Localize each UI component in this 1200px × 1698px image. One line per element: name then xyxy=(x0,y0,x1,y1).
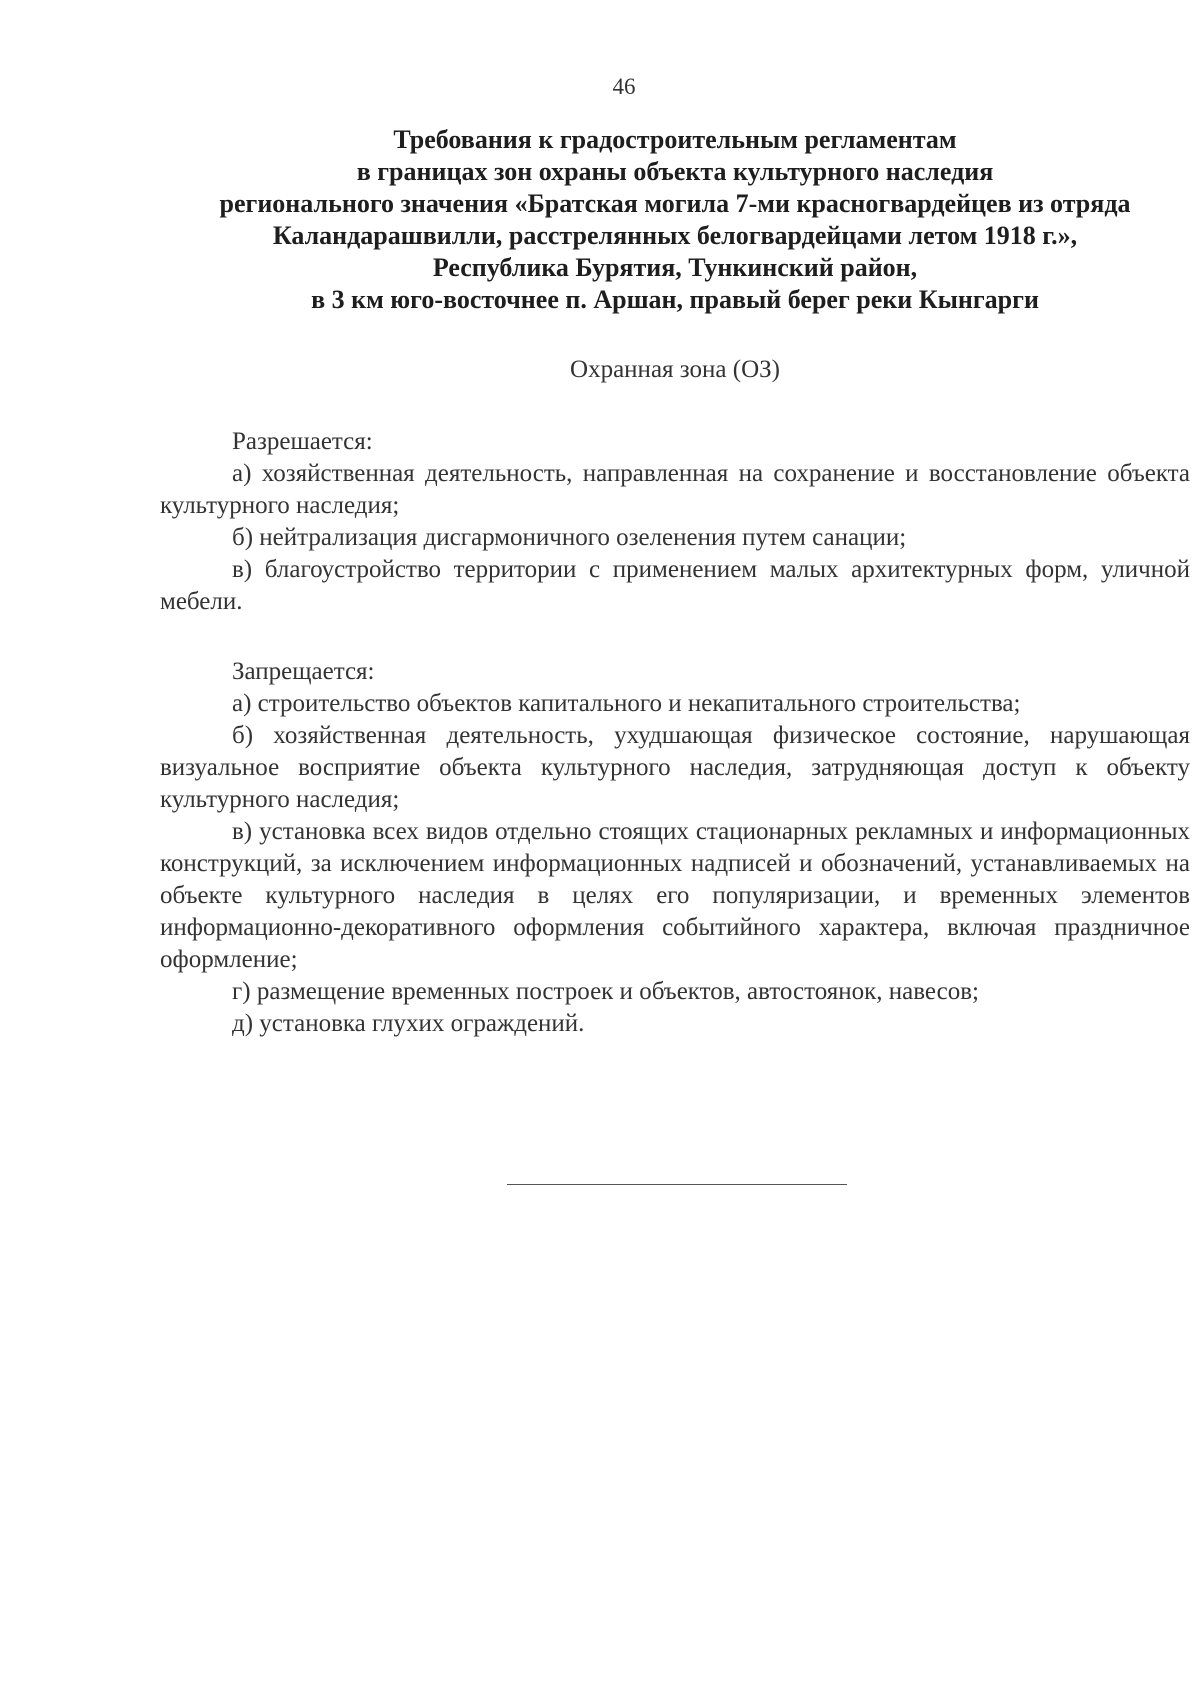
forbidden-item: б) хозяйственная деятельность, ухудшающая физическое состояние, нарушающая визуальное восприятие объекта культурного наследия, затрудняющая доступ к объекту культурного наследия; xyxy=(160,722,1190,813)
forbidden-item: г) размещение временных построек и объектов, автостоянок, навесов; xyxy=(232,978,979,1005)
title-line: Каландарашвилли, расстрелянных белогвардейцами летом 1918 г.», xyxy=(272,221,1078,250)
title-line: в границах зон охраны объекта культурного наследия xyxy=(356,157,994,186)
allowed-item: а) хозяйственная деятельность, направленная на сохранение и восстановление объекта культурного наследия; xyxy=(160,460,1190,519)
forbidden-label: Запрещается: xyxy=(232,658,375,685)
document-title xyxy=(160,124,1190,316)
title-line: в 3 км юго-восточнее п. Аршан, правый берег реки Кынгарги xyxy=(311,285,1039,314)
forbidden-section xyxy=(160,656,1190,1040)
forbidden-item: в) установка всех видов отдельно стоящих стационарных рекламных и информационных конструкций, за исключением информационных надписей и обозначений, устанавливаемых на объекте культурного наследия в целях его популяризации, и временных элементов информационно-декоративного оформления событийного характера, включая праздничное оформление; xyxy=(160,818,1190,973)
title-line: регионального значения «Братская могила 7-ми красногвардейцев из отряда xyxy=(219,189,1131,218)
allowed-label: Разрешается: xyxy=(232,428,373,455)
allowed-section xyxy=(160,426,1190,618)
allowed-item: б) нейтрализация дисгармоничного озеленения путем санации; xyxy=(232,524,907,551)
end-divider-line xyxy=(507,1184,847,1185)
forbidden-item: а) строительство объектов капитального и некапитального строительства; xyxy=(232,690,1021,717)
title-line: Республика Бурятия, Тункинский район, xyxy=(432,253,918,282)
title-line: Требования к градостроительным регламентам xyxy=(393,125,957,154)
forbidden-item: д) установка глухих ограждений. xyxy=(232,1010,585,1037)
zone-heading: Охранная зона (ОЗ) xyxy=(570,356,780,383)
page-number: 46 xyxy=(612,74,636,99)
allowed-item: в) благоустройство территории с применением малых архитектурных форм, уличной мебели. xyxy=(160,556,1190,615)
